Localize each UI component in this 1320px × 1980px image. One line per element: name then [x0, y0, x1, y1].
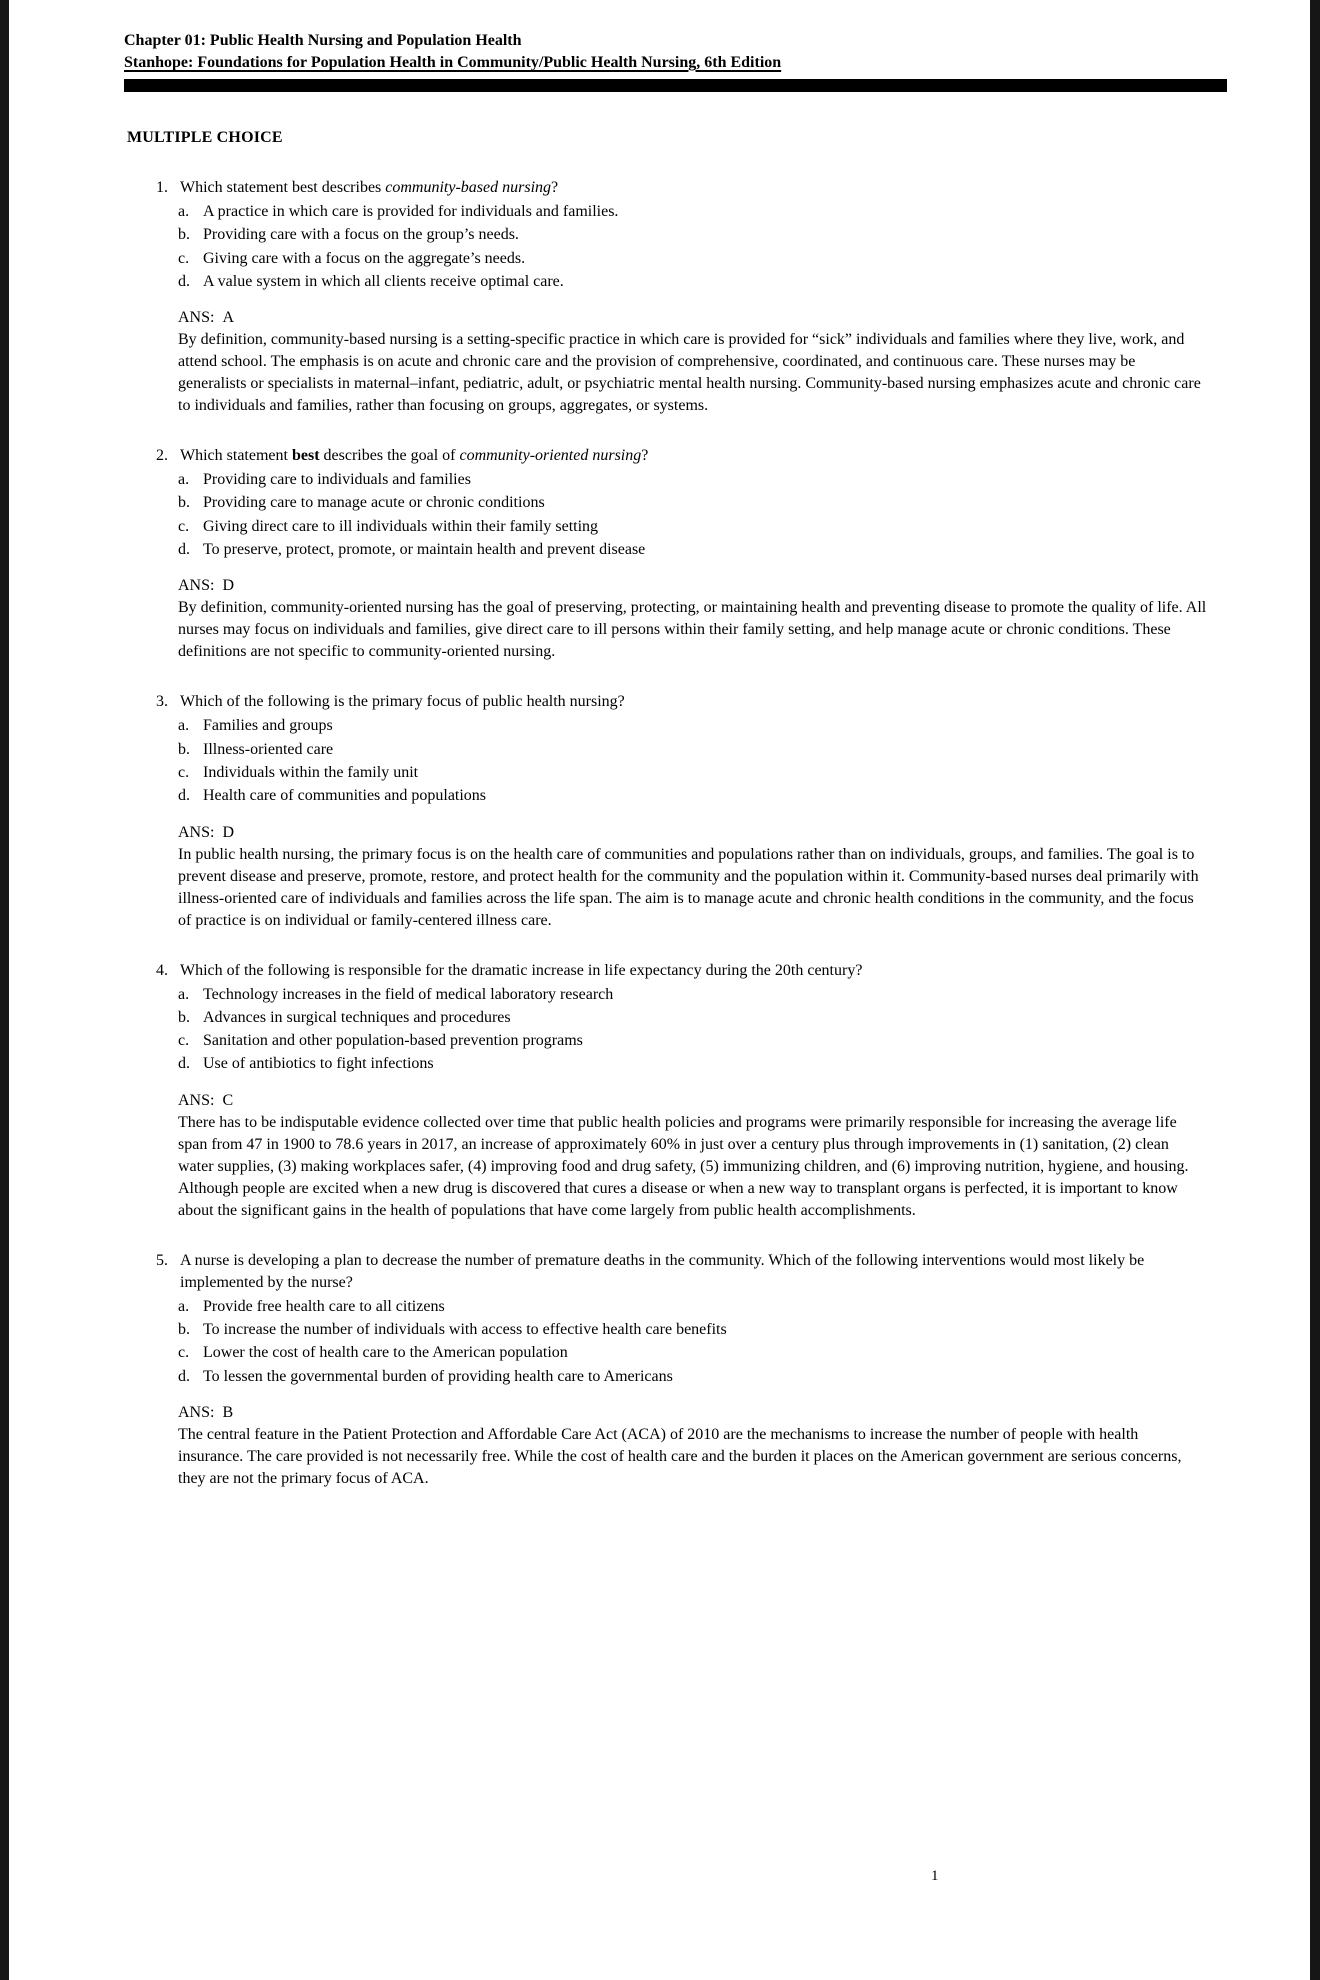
- option-text: A value system in which all clients receive optimal care.: [203, 272, 564, 290]
- answer-block: [178, 1402, 1207, 1490]
- option-letter: c.: [178, 1344, 190, 1362]
- question-stem: [180, 1250, 1207, 1294]
- option-text: Families and groups: [203, 717, 333, 735]
- option-letter: d.: [178, 272, 190, 290]
- option-row: [178, 761, 1207, 784]
- answer-letter: B: [222, 1403, 234, 1421]
- option-text: A practice in which care is provided for individuals and families.: [203, 203, 619, 220]
- answer-label: ANS:: [178, 1091, 215, 1109]
- stem-segment: describes the goal of: [319, 447, 460, 465]
- option-row: [178, 784, 1207, 807]
- option-row: [178, 983, 1207, 1006]
- chapter-title: Chapter 01: Public Health Nursing and Population Health: [124, 32, 522, 49]
- answer-line: [178, 1402, 1207, 1424]
- option-text: Illness-oriented care: [203, 740, 334, 758]
- option-letter: b.: [178, 1321, 190, 1339]
- question-stem: [180, 960, 1207, 982]
- option-letter: c.: [178, 517, 190, 535]
- option-letter: a.: [178, 1297, 190, 1315]
- option-letter: a.: [178, 717, 190, 735]
- stem-segment: ?: [551, 179, 559, 196]
- option-letter: d.: [178, 1055, 190, 1073]
- options-list: [178, 1295, 1207, 1388]
- page-header: [124, 30, 1227, 74]
- question-number: 1.: [156, 179, 168, 196]
- stem-segment: Which statement best describes: [180, 179, 386, 196]
- stem-segment-italic: community-oriented nursing: [459, 447, 642, 465]
- answer-block: [178, 1090, 1207, 1222]
- answer-label: ANS:: [178, 1403, 215, 1421]
- option-row: [178, 468, 1207, 491]
- question-number: 4.: [156, 961, 168, 979]
- question-item: [156, 1250, 1207, 1490]
- option-row: [178, 270, 1207, 293]
- answer-letter: D: [222, 577, 235, 595]
- option-row: [178, 1295, 1207, 1318]
- option-row: [178, 1029, 1207, 1052]
- answer-line: [178, 307, 1207, 329]
- option-text: Provide free health care to all citizens: [203, 1297, 445, 1315]
- option-row: [178, 538, 1207, 561]
- option-row: [178, 714, 1207, 737]
- option-letter: b.: [178, 740, 190, 758]
- option-text: To lessen the governmental burden of providing health care to Americans: [203, 1367, 673, 1385]
- answer-line: [178, 575, 1207, 597]
- option-letter: c.: [178, 763, 190, 781]
- option-text: To increase the number of individuals with access to effective health care benefits: [203, 1321, 727, 1339]
- option-row: [178, 223, 1207, 246]
- question-number: 5.: [156, 1251, 168, 1269]
- question-number: 2.: [156, 447, 168, 465]
- stem-segment: ?: [641, 447, 649, 465]
- question-item: [156, 691, 1207, 931]
- answer-letter: C: [222, 1091, 234, 1109]
- option-row: [178, 200, 1207, 223]
- option-letter: b.: [178, 226, 190, 244]
- option-text: Providing care to individuals and families: [203, 471, 471, 489]
- stem-segment: A nurse is developing a plan to decrease the number of premature deaths in the community. Which of the following interventions would most likely be implemented by the nurse?: [180, 1251, 1145, 1291]
- option-text: Lower the cost of health care to the American population: [203, 1344, 568, 1362]
- question-item: [156, 960, 1207, 1222]
- option-text: Use of antibiotics to fight infections: [203, 1055, 434, 1073]
- option-row: [178, 1006, 1207, 1029]
- options-list: [178, 714, 1207, 807]
- rationale-text: The central feature in the Patient Protection and Affordable Care Act (ACA) of 2010 are the mechanisms to increase the number of people with health insurance. The care provided is not necessarily free. While the cost of health care and the burden it places on the American government are serious concerns, they are not the primary focus of ACA.: [178, 1425, 1182, 1487]
- question-number: 3.: [156, 693, 168, 711]
- stem-segment: Which of the following is the primary focus of public health nursing?: [180, 693, 625, 711]
- option-text: Individuals within the family unit: [203, 763, 419, 781]
- section-heading: MULTIPLE CHOICE: [127, 129, 283, 146]
- options-list: [178, 200, 1207, 293]
- option-letter: a.: [178, 471, 190, 489]
- stem-segment-italic: community-based nursing: [385, 179, 552, 196]
- stem-segment: Which statement: [180, 447, 292, 465]
- option-text: To preserve, protect, promote, or maintain health and prevent disease: [203, 541, 646, 559]
- rationale-text: By definition, community-based nursing is a setting-specific practice in which care is provided for “sick” individuals and families where they live, work, and attend school. The emphasis is on acute and chronic care and the provision of comprehensive, coordinated, and continuous care. These nurses may be generalists or specialists in maternal–infant, pediatric, adult, or psychiatric mental health nursing. Community-based nursing emphasizes acute and chronic care to individuals and families, rather than focusing on groups, aggregates, or systems.: [178, 331, 1201, 415]
- option-row: [178, 515, 1207, 538]
- option-text: Providing care with a focus on the group’s needs.: [203, 226, 519, 244]
- option-text: Advances in surgical techniques and procedures: [203, 1008, 511, 1026]
- option-letter: b.: [178, 494, 190, 512]
- option-letter: d.: [178, 1367, 190, 1385]
- option-row: [178, 1318, 1207, 1341]
- answer-label: ANS:: [178, 823, 215, 841]
- option-letter: c.: [178, 1032, 190, 1050]
- question-item: [156, 445, 1207, 663]
- answer-block: [178, 575, 1207, 663]
- option-row: [178, 1052, 1207, 1075]
- page-number: 1: [931, 1868, 939, 1884]
- option-letter: d.: [178, 787, 190, 805]
- option-row: [178, 1341, 1207, 1364]
- answer-letter: A: [222, 309, 235, 327]
- option-letter: a.: [178, 203, 190, 220]
- option-row: [178, 247, 1207, 270]
- option-letter: d.: [178, 541, 190, 559]
- stem-segment-bold: best: [291, 447, 320, 465]
- option-text: Technology increases in the field of medical laboratory research: [203, 985, 614, 1003]
- option-letter: b.: [178, 1008, 190, 1026]
- option-text: Health care of communities and populations: [203, 787, 487, 805]
- options-list: [178, 468, 1207, 561]
- answer-line: [178, 1090, 1207, 1112]
- option-text: Giving direct care to ill individuals within their family setting: [203, 517, 599, 535]
- options-list: [178, 983, 1207, 1076]
- answer-label: ANS:: [178, 577, 215, 595]
- option-letter: c.: [178, 249, 190, 267]
- question-stem: [180, 691, 1207, 713]
- book-title: Stanhope: Foundations for Population Health in Community/Public Health Nursing, 6th Edition: [124, 54, 782, 71]
- option-text: Sanitation and other population-based prevention programs: [203, 1032, 583, 1050]
- stem-segment: Which of the following is responsible for the dramatic increase in life expectancy during the 20th century?: [180, 961, 863, 979]
- option-row: [178, 738, 1207, 761]
- header-rule: [124, 79, 1227, 92]
- answer-letter: D: [222, 823, 235, 841]
- option-row: [178, 491, 1207, 514]
- question-item: [156, 177, 1207, 417]
- rationale-text: By definition, community-oriented nursing has the goal of preserving, protecting, or maintaining health and preventing disease to promote the quality of life. All nurses may focus on individuals and families, give direct care to ill persons within their family setting, and help manage acute or chronic conditions. These definitions are not specific to community-oriented nursing.: [178, 599, 1207, 661]
- rationale-text: In public health nursing, the primary focus is on the health care of communities and populations rather than on individuals, groups, and families. The goal is to prevent disease and preserve, promote, restore, and protect health for the community and the population within it. Community-based nurses deal primarily with illness-oriented care of individuals and families across the life span. The aim is to manage acute and chronic health conditions in the community, and the focus of practice is on individual or family-centered illness care.: [178, 845, 1199, 929]
- answer-block: [178, 307, 1207, 417]
- answer-label: ANS:: [178, 309, 215, 327]
- option-row: [178, 1365, 1207, 1388]
- questions-container: [156, 177, 1207, 1490]
- answer-line: [178, 822, 1207, 844]
- answer-block: [178, 822, 1207, 932]
- question-stem: [180, 177, 1207, 199]
- option-text: Providing care to manage acute or chronic conditions: [203, 494, 545, 512]
- rationale-text: There has to be indisputable evidence collected over time that public health policies and programs were primarily responsible for increasing the average life span from 47 in 1900 to 78.6 years in 2017, an increase of approximately 60% in just over a century plus through improvements in (1) sanitation, (2) clean water supplies, (3) making workplaces safer, (4) improving food and drug safety, (5) immunizing children, and (6) improving nutrition, hygiene, and housing. Although people are excited when a new drug is discovered that cures a disease or when a new way to transplant organs is perfected, it is important to know about the significant gains in the health of populations that have come largely from public health accomplishments.: [178, 1113, 1189, 1219]
- option-letter: a.: [178, 985, 190, 1003]
- question-stem: [180, 445, 1207, 467]
- option-text: Giving care with a focus on the aggregate’s needs.: [203, 249, 526, 267]
